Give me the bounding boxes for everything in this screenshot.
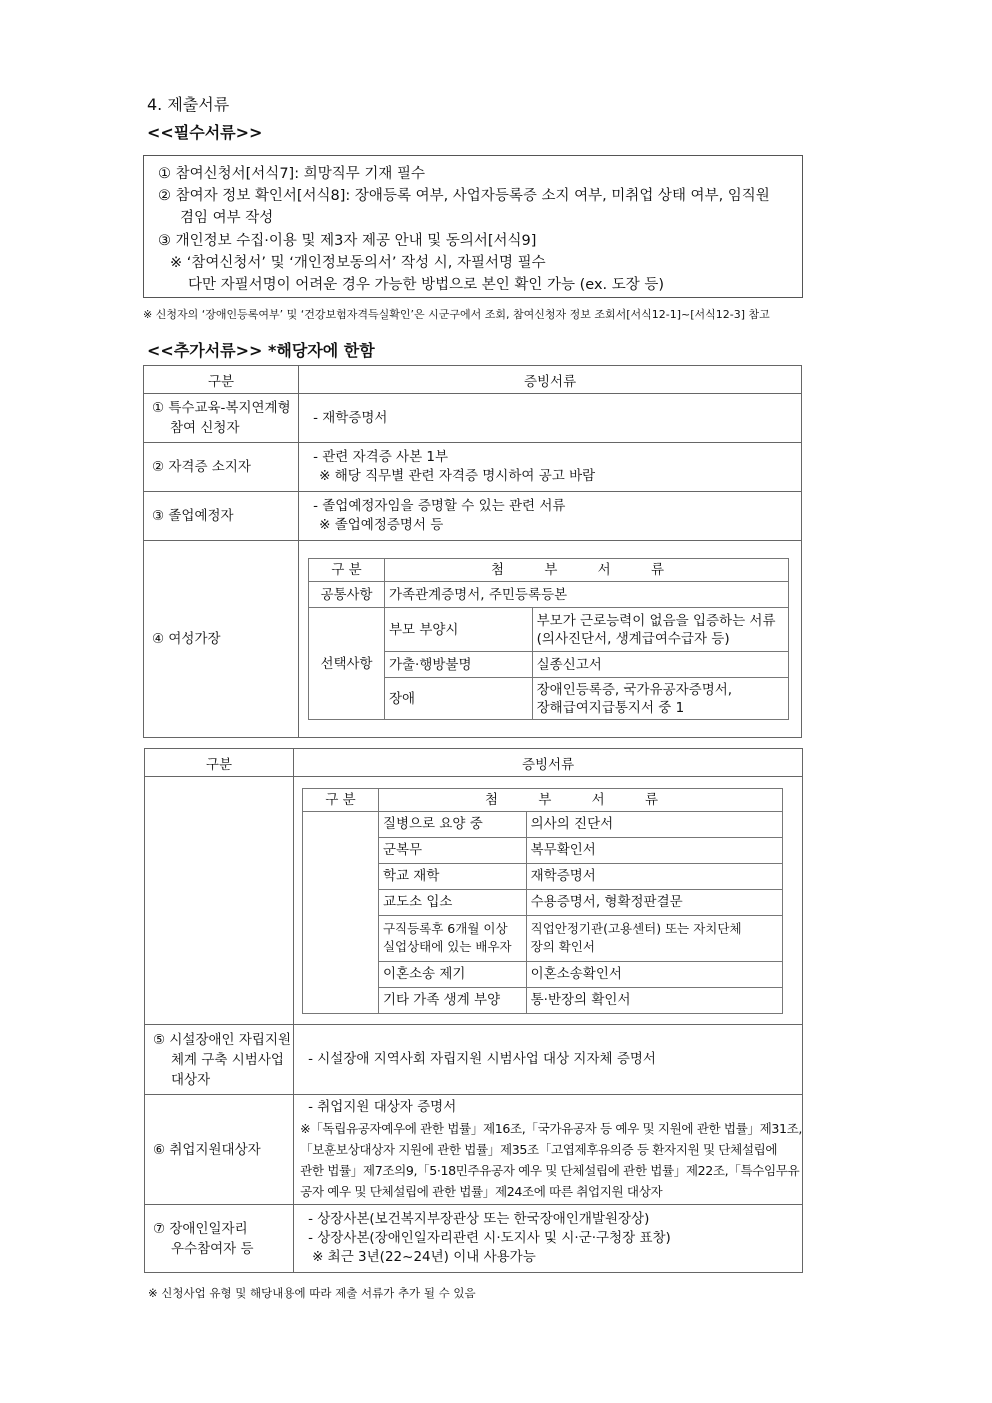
inner-case: 장애 <box>384 678 532 720</box>
required-item-1: ① 참여신청서[서식7]: 희망직무 기재 필수 <box>158 166 425 182</box>
row-content-female-head <box>299 541 802 738</box>
inner-case: 군복무 <box>378 837 526 863</box>
inner-docs: 장애인등록증, 국가유공자증명서, 장해급여지급통지서 중 1 <box>532 678 788 720</box>
inner-table-female-head-cont <box>302 788 783 1014</box>
inner-docs: 복무확인서 <box>526 837 782 863</box>
additional-documents-title: <<추가서류>> *해당자에 한함 <box>147 341 375 360</box>
inner-case: 질병으로 요양 중 <box>378 811 526 837</box>
inner-case: 학교 재학 <box>378 863 526 889</box>
required-note-alt: 다만 자필서명이 어려운 경우 가능한 방법으로 본인 확인 가능 (ex. 도장 등) <box>188 277 665 293</box>
header-category: 구분 <box>144 366 299 394</box>
inner-optional-label: 선택사항 <box>309 608 385 720</box>
additional-documents-table-2 <box>144 748 803 1273</box>
additional-documents-table-1 <box>143 365 802 738</box>
row-content-employment-support: - 취업지원 대상자 증명서 ※「독립유공자예우에 관한 법률」제16조,「국가유공자 등 예우 및 지원에 관한 법률」제31조, 「보훈보상대상자 지원에 관한 법률」제35조「고엽제후유의증 등 환자지원 및 단체설립에 관한 법률」제7조의9,「5·18민주유공자 예우 및 단체설립에 관한 법률」제22조,「특수임무유 공자 예우 및 단체설립에 관한 법률」제24조에 따른 취업지원 대상자 <box>294 1095 803 1205</box>
inner-optional-cont <box>303 811 379 1013</box>
section-title: 4. 제출서류 <box>147 95 230 114</box>
header-documents: 증빙서류 <box>294 749 803 777</box>
required-item-2: ② 참여자 정보 확인서[서식8]: 장애등록 여부, 사업자등록증 소지 여부, 미취업 상태 여부, 임직원 <box>158 188 770 204</box>
required-item-2-cont: 겸임 여부 작성 <box>180 210 274 226</box>
inner-case: 구직등록후 6개월 이상 실업상태에 있는 배우자 <box>378 915 526 961</box>
inner-docs: 통·반장의 확인서 <box>526 987 782 1013</box>
inner-docs: 이혼소송확인서 <box>526 961 782 987</box>
row-label-certificate: ② 자격증 소지자 <box>144 443 299 492</box>
inner-docs: 수용증명서, 형확정판결문 <box>526 889 782 915</box>
footer-note: ※ 신청사업 유형 및 해당내용에 따라 제출 서류가 추가 될 수 있음 <box>148 1286 476 1300</box>
inner-header-category: 구 분 <box>309 559 385 582</box>
row-label-facility-disabled: ⑤ 시설장애인 자립지원 체계 구축 시범사업 대상자 <box>145 1025 294 1095</box>
header-documents: 증빙서류 <box>299 366 802 394</box>
row-label-graduate: ③ 졸업예정자 <box>144 492 299 541</box>
required-documents-title: <<필수서류>> <box>147 123 263 142</box>
inner-docs: 의사의 진단서 <box>526 811 782 837</box>
inner-table-female-head <box>308 558 789 720</box>
inner-docs: 실종신고서 <box>532 652 788 678</box>
inner-case: 이혼소송 제기 <box>378 961 526 987</box>
row-content-female-head-cont <box>294 777 803 1025</box>
inner-case: 교도소 입소 <box>378 889 526 915</box>
inner-docs: 재학증명서 <box>526 863 782 889</box>
row-content-disabled-jobs: - 상장사본(보건복지부장관상 또는 한국장애인개발원장상) - 상장사본(장애인일자리관련 시·도지사 및 시·군·구청장 표창) ※ 최근 3년(22~24년) 이내 사용가능 <box>294 1205 803 1273</box>
header-category: 구분 <box>145 749 294 777</box>
required-note-signature: ※ ‘참여신청서’ 및 ‘개인정보동의서’ 작성 시, 자필서명 필수 <box>170 255 546 271</box>
row-label-female-head: ④ 여성가장 <box>144 541 299 738</box>
row-label-special-education: ① 특수교육-복지연계형 참여 신청자 <box>144 394 299 443</box>
inner-header-documents: 첨 부 서 류 <box>384 559 788 582</box>
inner-case: 부모 부양시 <box>384 608 532 652</box>
inner-common-docs: 가족관계증명서, 주민등록등본 <box>384 582 788 608</box>
row-content-graduate: - 졸업예정자임을 증명할 수 있는 관련 서류 ※ 졸업예정증명서 등 <box>299 492 802 541</box>
required-documents-box <box>143 155 803 298</box>
row-content-certificate: - 관련 자격증 사본 1부 ※ 해당 직무별 관련 자격증 명시하여 공고 바람 <box>299 443 802 492</box>
row-label-employment-support: ⑥ 취업지원대상자 <box>145 1095 294 1205</box>
inner-case: 기타 가족 생계 부양 <box>378 987 526 1013</box>
inner-case: 가출·행방불명 <box>384 652 532 678</box>
row-label-female-head-cont <box>145 777 294 1025</box>
inner-docs: 부모가 근로능력이 없음을 입증하는 서류 (의사진단서, 생계급여수급자 등) <box>532 608 788 652</box>
inner-header-documents: 첨 부 서 류 <box>378 788 782 811</box>
row-content-facility-disabled: - 시설장애 지역사회 자립지원 시범사업 대상 지자체 증명서 <box>294 1025 803 1095</box>
inner-header-category: 구 분 <box>303 788 379 811</box>
row-content-special-education: - 재학증명서 <box>299 394 802 443</box>
required-item-3: ③ 개인정보 수집·이용 및 제3자 제공 안내 및 동의서[서식9] <box>158 233 537 249</box>
inner-docs: 직업안정기관(고용센터) 또는 자치단체 장의 확인서 <box>526 915 782 961</box>
row-label-disabled-jobs: ⑦ 장애인일자리 우수참여자 등 <box>145 1205 294 1273</box>
inner-common-label: 공통사항 <box>309 582 385 608</box>
required-footnote: ※ 신청자의 ‘장애인등록여부’ 및 ‘건강보험자격득실확인’은 시군구에서 조회, 참여신청자 정보 조회서[서식12-1]~[서식12-3] 참고 <box>143 308 770 321</box>
